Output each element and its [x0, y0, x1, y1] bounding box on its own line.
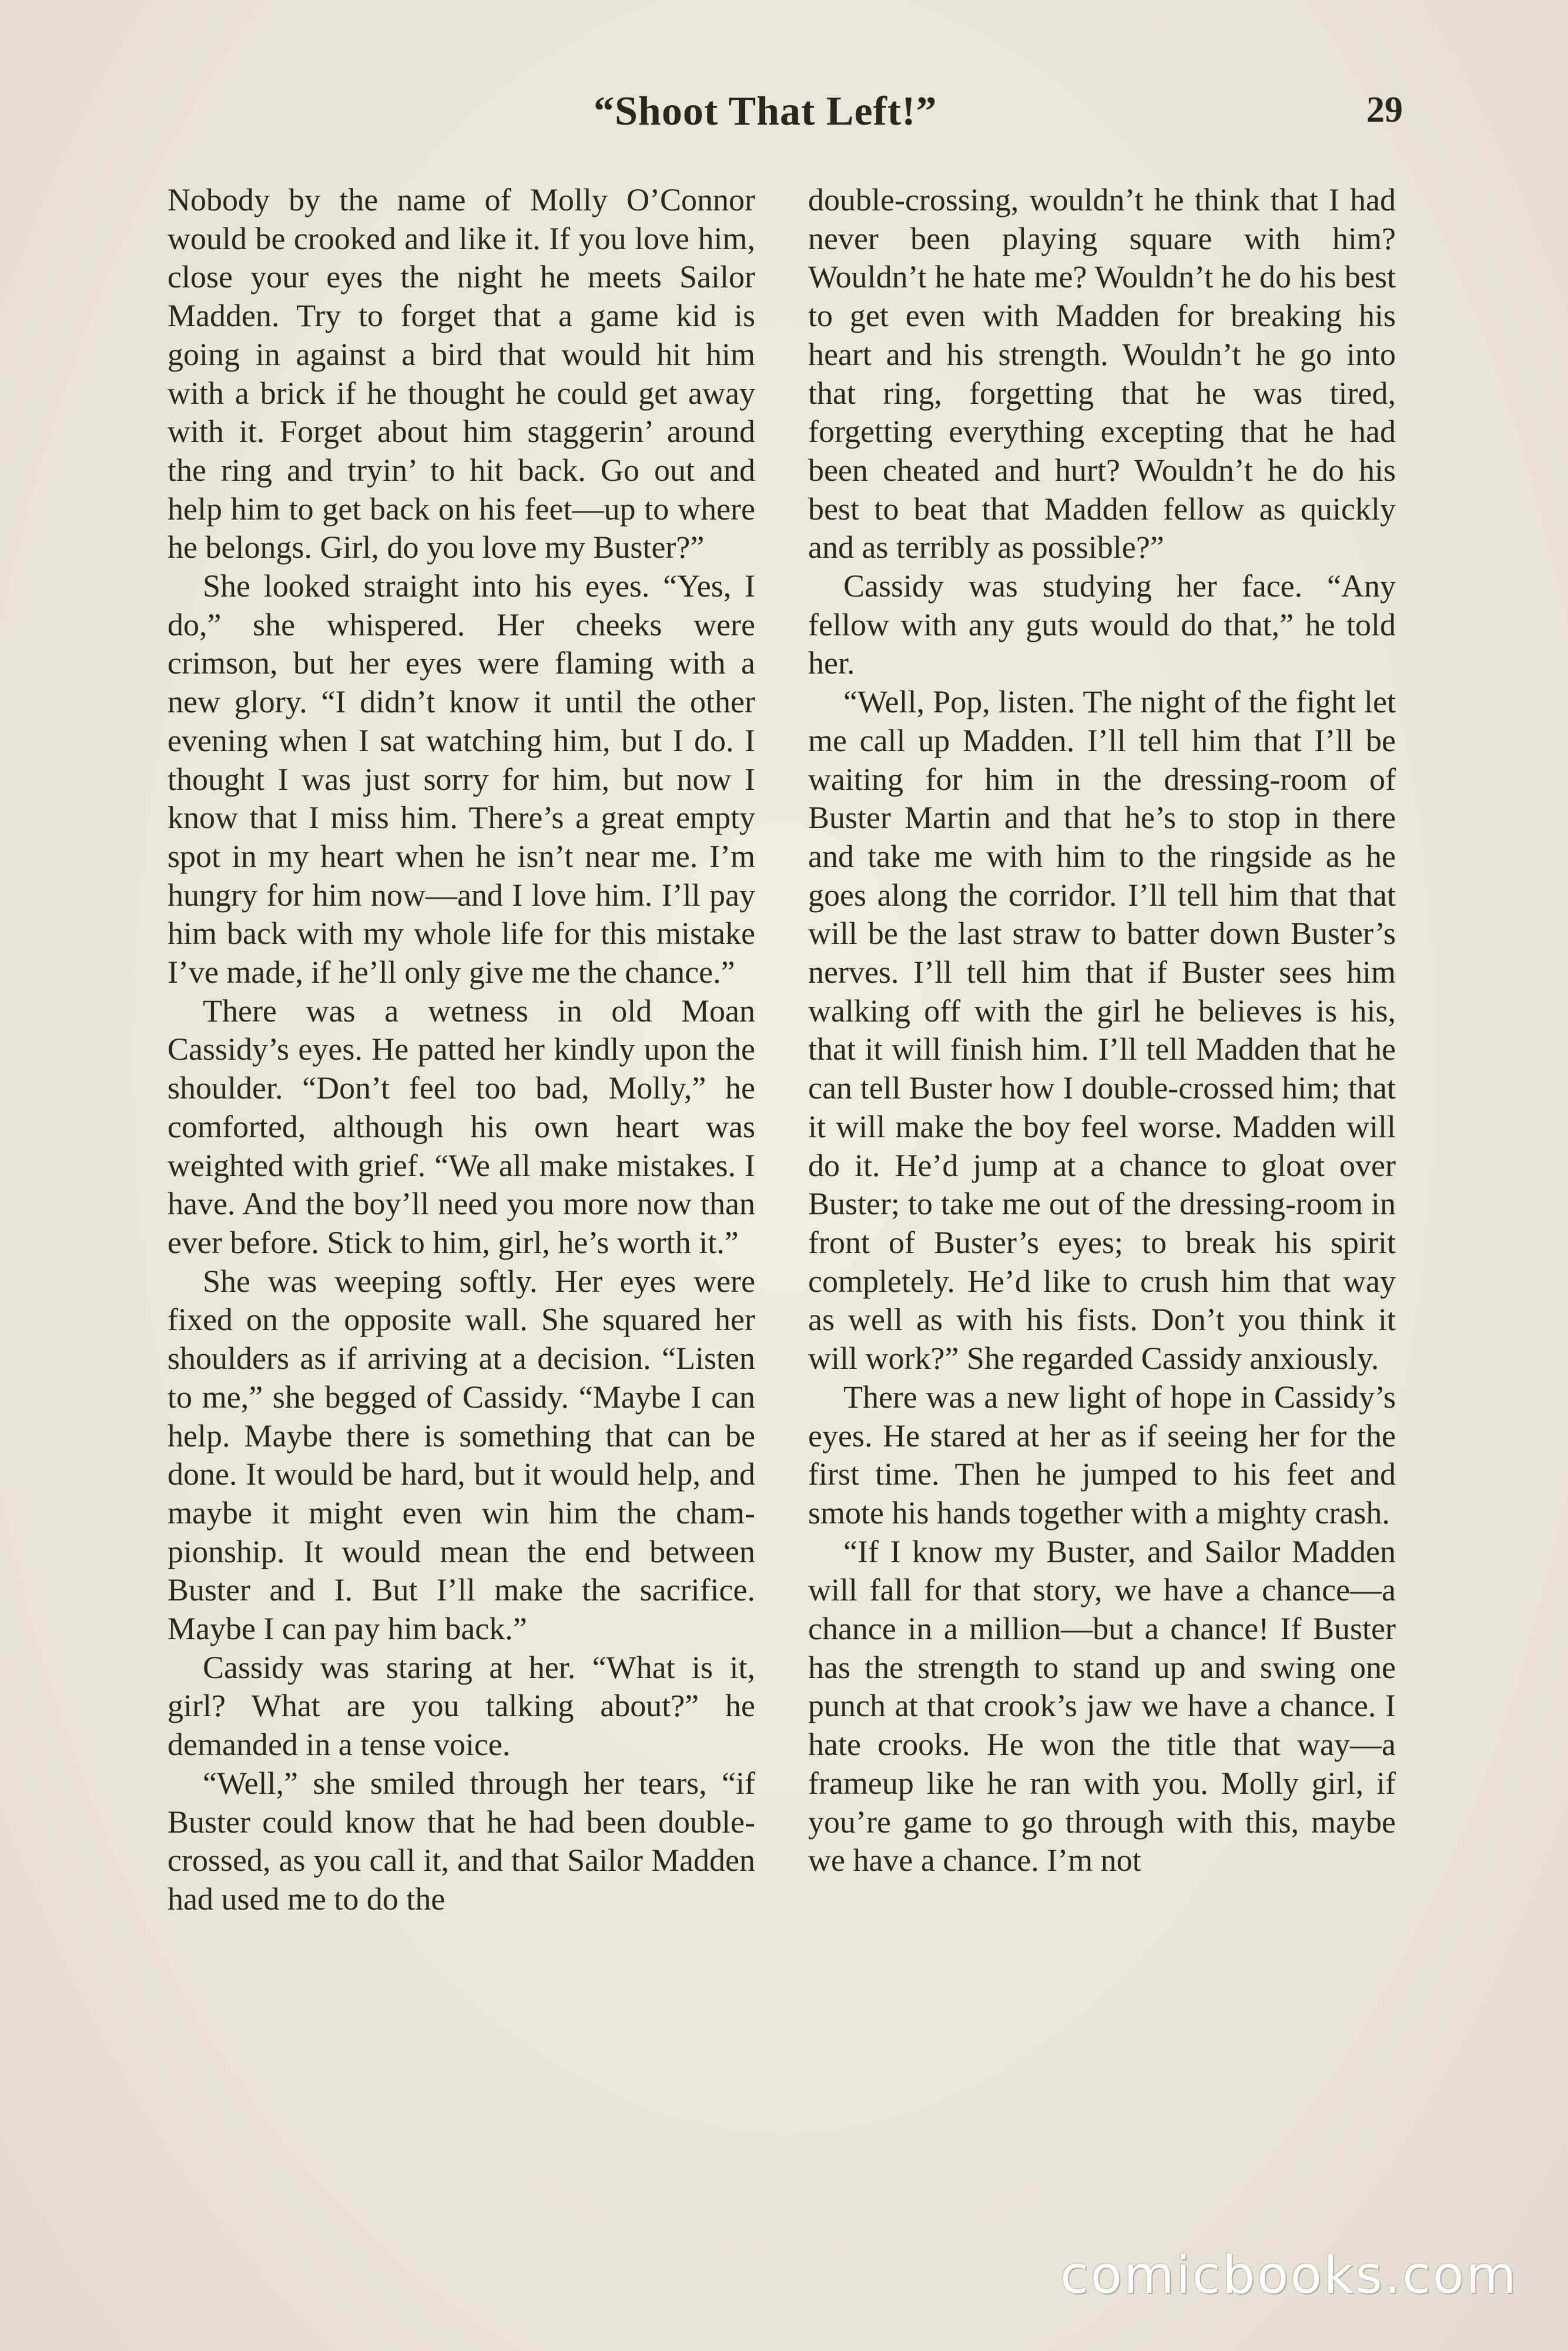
watermark-logo: comicbooks.com: [1060, 2245, 1518, 2305]
paragraph: “Well,” she smiled through her tears, “if Buster could know that he had been double-crossed, as you call it, and that Sailor Madden had used me to do the: [167, 1765, 755, 1917]
paragraph: double-crossing, wouldn’t he think that I had never been playing square with him? Wouldn’t he hate me? Wouldn’t he do his best to get even with Madden for breaking his heart and his strength. Wouldn’t he go into that ring, forgetting that he was tired, forgetting everything excepting that he had been cheated and hurt? Wouldn’t he do his best to beat that Madden fellow as quickly and as terribly as possible?”: [808, 182, 1396, 565]
page-header: [0, 88, 1568, 153]
page-number: 29: [1366, 90, 1403, 130]
paragraph: Nobody by the name of Molly O’Connor would be crooked and like it. If you love him, close your eyes the night he meets Sailor Madden. Try to forget that a game kid is going in against a bird that would hit him with a brick if he thought he could get away with it. Forget about him staggerin’ around the ring and tryin’ to hit back. Go out and help him to get back on his feet—up to where he belongs. Girl, do you love my Buster?”: [167, 182, 755, 565]
paragraph: “Well, Pop, listen. The night of the fight let me call up Madden. I’ll tell him that I’ll be waiting for him in the dressing-room of Buster Martin and that he’s to stop in there and take me with him to the ringside as he goes along the corridor. I’ll tell him that that will be the last straw to batter down Buster’s nerves. I’ll tell him that if Buster sees him walking off with the girl he believes is his, that it will finish him. I’ll tell Madden that he can tell Buster how I double-crossed him; that it will make the boy feel worse. Madden will do it. He’d jump at a chance to gloat over Buster; to take me out of the dressing-room in front of Buster’s eyes; to break his spirit completely. He’d like to crush him that way as well as with his fists. Don’t you think it will work?” She regarded Cassidy anxiously.: [808, 684, 1396, 1377]
paragraph: “If I know my Buster, and Sailor Madden will fall for that story, we have a chance—a chance in a million—but a chance! If Buster has the strength to stand up and swing one punch at that crook’s jaw we have a chance. I hate crooks. He won the title that way—a frameup like he ran with you. Molly girl, if you’re game to go through with this, maybe we have a chance. I’m not: [808, 1533, 1396, 1878]
running-title: “Shoot That Left!”: [594, 89, 937, 134]
paragraph: Cassidy was studying her face. “Any fellow with any guts would do that,” he told her.: [808, 568, 1396, 681]
paragraph: Cassidy was staring at her. “What is it, girl? What are you talking about?” he demanded in a tense voice.: [167, 1649, 755, 1763]
paragraph: There was a wetness in old Moan Cassidy’s eyes. He patted her kindly upon the shoulder. “Don’t feel too bad, Molly,” he comforted, although his own heart was weighted with grief. “We all make mistakes. I have. And the boy’ll need you more now than ever before. Stick to him, girl, he’s worth it.”: [167, 993, 755, 1260]
text-column-left: [167, 181, 755, 1919]
paragraph: She was weeping softly. Her eyes were fixed on the opposite wall. She squared her shoulders as if arriving at a decision. “Listen to me,” she begged of Cassidy. “Maybe I can help. Maybe there is something that can be done. It would be hard, but it would help, and maybe it might even win him the championship. It would mean the end between Buster and I. But I’ll make the sacrifice. Maybe I can pay him back.”: [167, 1263, 755, 1647]
paragraph: She looked straight into his eyes. “Yes, I do,” she whispered. Her cheeks were crimson, but her eyes were flaming with a new glory. “I didn’t know it until the other evening when I sat watching him, but I do. I thought I was just sorry for him, but now I know that I miss him. There’s a great empty spot in my heart when he isn’t near me. I’m hungry for him now—and I love him. I’ll pay him back with my whole life for this mistake I’ve made, if he’ll only give me the chance.”: [167, 568, 755, 990]
paragraph: There was a new light of hope in Cassidy’s eyes. He stared at her as if seeing her for the first time. Then he jumped to his feet and smote his hands together with a mighty crash.: [808, 1379, 1396, 1531]
text-column-right: [808, 181, 1396, 1880]
